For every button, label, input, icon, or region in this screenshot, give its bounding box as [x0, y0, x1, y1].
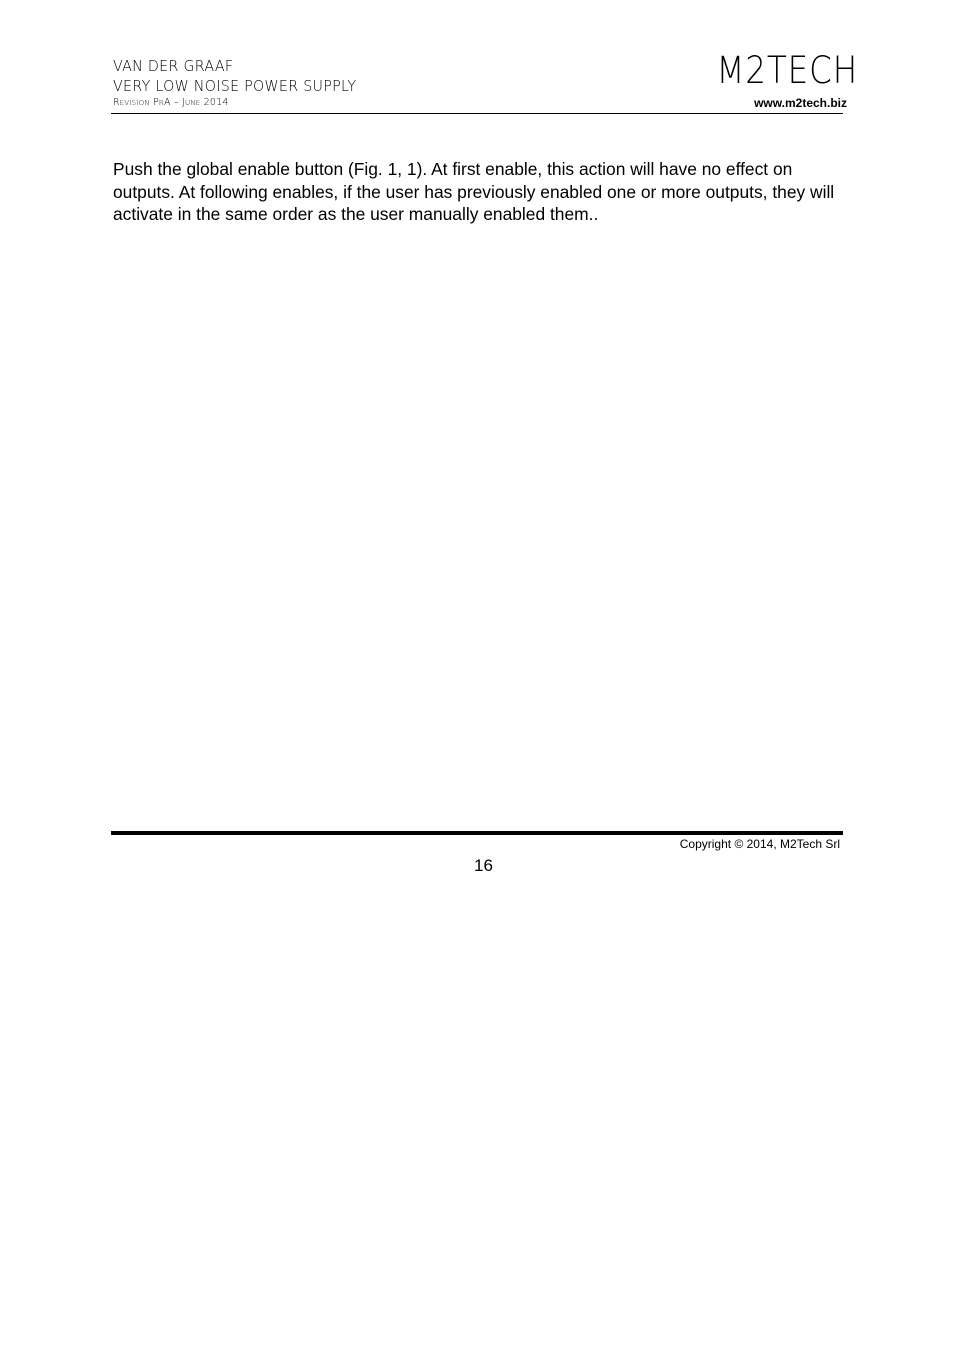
footer-divider: [111, 831, 843, 835]
header-divider: [111, 113, 843, 114]
copyright-notice: Copyright © 2014, M2Tech Srl: [679, 837, 840, 851]
page-number: 16: [474, 856, 493, 875]
document-header: [113, 57, 369, 108]
brand-logo: M2TECH: [716, 49, 858, 92]
website-link: www.m2tech.biz: [754, 96, 847, 110]
product-line-title: VAN DER GRAAF: [113, 57, 234, 75]
body-paragraph: Push the global enable button (Fig. 1, 1). At first enable, this action will have no effect on outputs. At following enables, if the user has previously enabled one or more outputs, they will activate in the same order as the user manually enabled them..: [113, 159, 835, 224]
revision-label: Revision PrA – June 2014: [113, 97, 229, 108]
product-name-title: VERY LOW NOISE POWER SUPPLY: [113, 77, 357, 95]
